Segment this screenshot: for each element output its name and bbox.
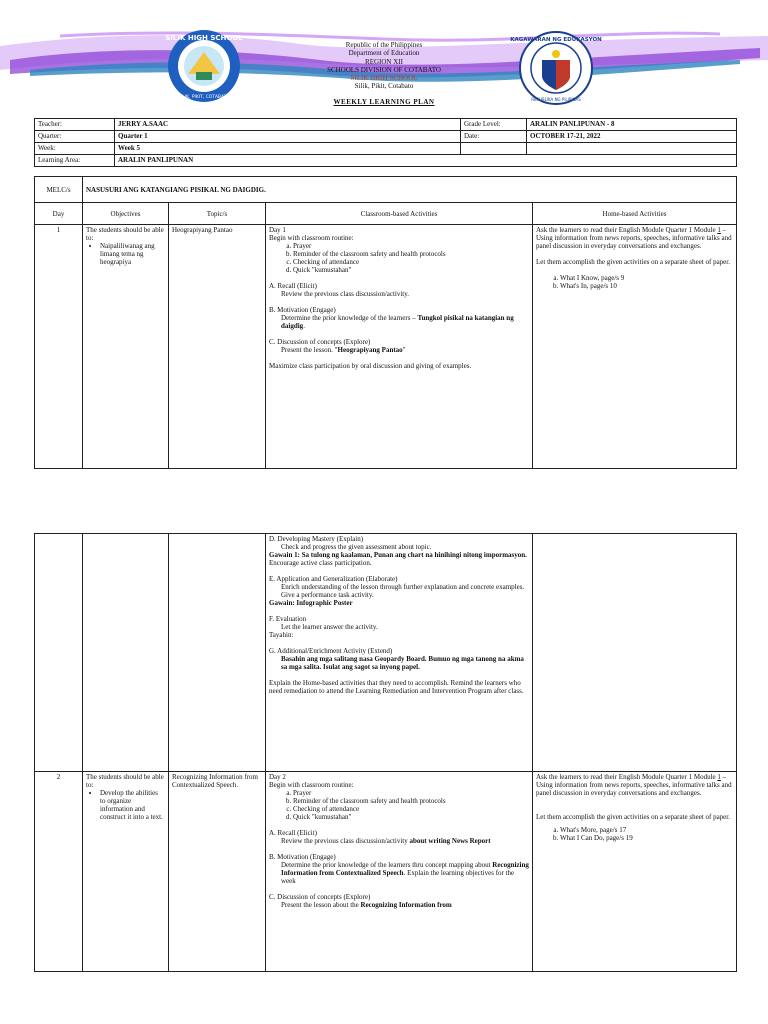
document-title: WEEKLY LEARNING PLAN xyxy=(333,98,435,106)
deped-seal xyxy=(510,30,602,106)
header-text: Republic of the Philippines Department of Education REGION XII SCHOOLS DIVISION OF COTABATO SILIK HIGH SCHOOL Silik, Pikit, Cotabato xyxy=(260,41,508,91)
quarter-value: Quarter 1 xyxy=(115,131,461,143)
svg-text:SILIK, PIKIT, COTABATO: SILIK, PIKIT, COTABATO xyxy=(177,95,231,100)
day-number: 1 xyxy=(35,225,83,469)
grade-level: ARALIN PANLIPUNAN - 8 xyxy=(527,119,737,131)
teacher-name: JERRY A.SAAC xyxy=(115,119,461,131)
melc-text: NASUSURI ANG KATANGIANG PISIKAL NG DAIGDIG. xyxy=(83,177,737,203)
classroom-cell: Day 2 Begin with classroom routine: a. Prayer b. Reminder of the classroom safety and health protocols c. Checking of attendance d. Quick "kumustahan" A. Recall (Elicit) Review the previous class discussion/activity about writing News Report B. Motivation (Engage) Determine the prior knowledge of the learners thru concept mapping about Recognizing Information from Contextualized Speech. Explain the learning objectives for the week C. Discussion of concepts (Explore) Present the lesson about the Recognizing Information from xyxy=(266,772,533,972)
week-value: Week 5 xyxy=(115,143,461,155)
learning-area: ARALIN PANLIPUNAN xyxy=(115,155,737,167)
page-one xyxy=(0,0,768,480)
classroom-cell: Day 1 Begin with classroom routine: a. Prayer b. Reminder of the classroom safety and health protocols c. Checking of attendance d. Quick "kumustahan" A. Recall (Elicit) Review the previous class discussion/activity. B. Motivation (Engage) Determine the prior knowledge of the learners – Tungkol pisikal na katangian ng daigdig. C. Discussion of concepts (Explore) Present the lesson. "Heograpiyang Pantao" Maximize class participation by oral discussion and giving of examples. xyxy=(266,225,533,469)
info-table: Teacher: JERRY A.SAAC Grade Level: ARALIN PANLIPUNAN - 8 Quarter: Quarter 1 Date: OCTOBER 17-21, 2022 Week: Week 5 Learning Area: ARALIN PANLIPUNAN xyxy=(34,118,737,167)
objectives-cell: The students should be able to: • Naipaliliwanag ang limang tema ng heograpiya xyxy=(83,225,169,469)
home-cell: Ask the learners to read their English Module Quarter 1 Module 1 – Using information from news reports, speeches, informative talks and panel discussion in everyday conversations and exchanges. Let them accomplish the given activities on a separate sheet of paper. a. What's More, page/s 17 b. What I Can Do, page/s 19 xyxy=(533,772,737,972)
plan-table-day1: MELC/s NASUSURI ANG KATANGIANG PISIKAL NG DAIGDIG. Day Objectives Topic/s Classroom-based Activities Home-based Activities 1 The students should be able to: • Naipaliliwanag ang limang tema ng heograpiya Heograpiyang Pantao Day 1 Begin with classroom routine: a. Prayer b. Reminder of the classroom safety and health protocols c. Checking of attendance d. Quick "kumustahan" A. Recall (Elicit) Review the previous class discussion/activity. B. Motivation (Engage) Determine the prior knowledge of the learners – Tungkol pisikal na katangian ng daigdig. C. Discussion of concepts (Explore) Present the lesson. "Heograpiyang Pantao" Maximize class participation by oral discussion and giving of examples. Ask the learners to read their English Module Quarter 1 Module 1 – Using information from news reports, speeches, informative talks and panel discussion in everyday conversations and exchanges. Let them accomplish the given activities on a separate sheet of paper. a. What I Know, page/s 9 b. What's In, page/s 10 xyxy=(34,176,737,469)
school-name: SILIK HIGH SCHOOL xyxy=(350,74,418,83)
svg-text:REPUBLIKA NG PILIPINAS: REPUBLIKA NG PILIPINAS xyxy=(531,97,581,102)
col-topics: Topic/s xyxy=(169,203,266,225)
col-day: Day xyxy=(35,203,83,225)
home-cell: Ask the learners to read their English Module Quarter 1 Module 1 – Using information from news reports, speeches, informative talks and panel discussion in everyday conversations and exchanges. Let them accomplish the given activities on a separate sheet of paper. a. What I Know, page/s 9 b. What's In, page/s 10 xyxy=(533,225,737,469)
topic-cell: Heograpiyang Pantao xyxy=(169,225,266,469)
col-classroom: Classroom-based Activities xyxy=(266,203,533,225)
col-home: Home-based Activities xyxy=(533,203,737,225)
school-address: Silik, Pikit, Cotabato xyxy=(354,82,414,91)
day-number: 2 xyxy=(35,772,83,972)
date-value: OCTOBER 17-21, 2022 xyxy=(527,131,737,143)
svg-text:SILIK HIGH SCHOOL: SILIK HIGH SCHOOL xyxy=(165,34,243,42)
classroom-cell-continued: D. Developing Mastery (Explain) Check and progress the given assessment about topic. Gawain 1: Sa tulong ng kaalaman, Punan ang chart na hinihingi nitong impormasyon. Encourage active class participation. E. Application and Generalization (Elaborate) Enrich understanding of the lesson through further explanation and concrete examples. Give a performance task activity. Gawain: Infographic Poster F. Evaluation Let the learner answer the activity. Tayahin: G. Additional/Enrichment Activity (Extend) Basahin ang mga salitang nasa Geopardy Board. Bumuo ng mga tanong na akma sa mga salita. Isulat ang sagot sa inyong papel. Explain the Home-based activities that they need to accomplish. Remind the learners who need remediation to attend the Learning Remediation and Intervention Program after class. xyxy=(266,534,533,772)
school-logo xyxy=(166,28,242,104)
topic-cell: Recognizing Information from Contextualized Speech. xyxy=(169,772,266,972)
col-objectives: Objectives xyxy=(83,203,169,225)
objectives-cell: The students should be able to: • Develop the abilities to organize information and construct it into a text. xyxy=(83,772,169,972)
page-two xyxy=(0,533,768,973)
plan-table-continued xyxy=(34,533,737,972)
svg-text:KAGAWARAN NG EDUKASYON: KAGAWARAN NG EDUKASYON xyxy=(510,37,602,43)
